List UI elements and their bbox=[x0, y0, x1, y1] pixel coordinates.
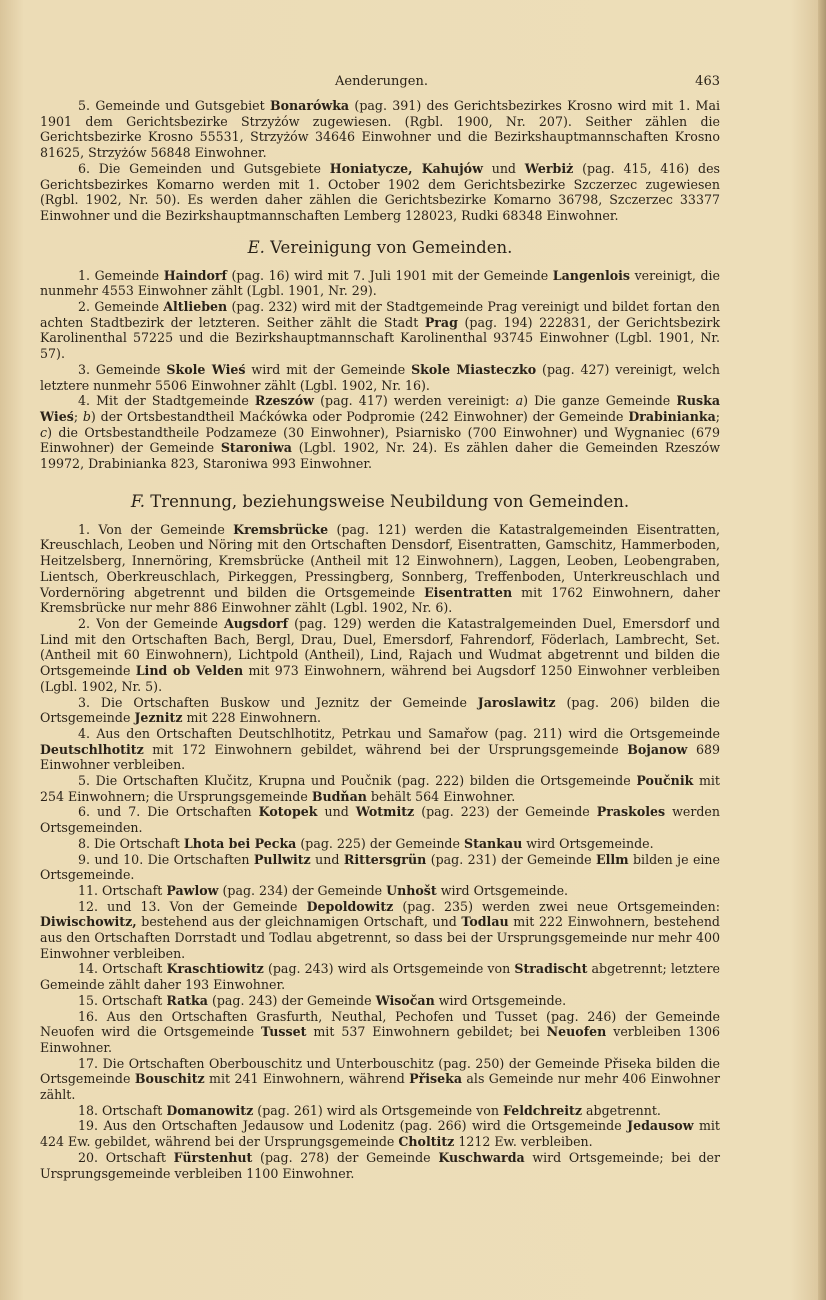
text-run: ; bbox=[715, 408, 721, 424]
paragraph bbox=[40, 522, 720, 616]
paragraph bbox=[40, 726, 720, 773]
place-name: Bouschitz bbox=[134, 1071, 205, 1087]
text-run: wird Ortsgemeinde. bbox=[434, 992, 567, 1008]
text-run: bestehend aus der gleichnamigen Ortschaft, und bbox=[136, 914, 462, 930]
place-name: Eisentratten bbox=[424, 584, 513, 600]
text-run: 18. Ortschaft bbox=[78, 1102, 167, 1118]
text-run: ) die Ortsbestandtheile Podzameze (30 Einwohner), Psiarnisko (700 Einwohner) und Wygnaniec (679 Einwohner) der Gemeinde bbox=[40, 424, 720, 456]
text-run: 1. Von der Gemeinde bbox=[78, 521, 234, 537]
heading-letter: E. bbox=[247, 237, 265, 257]
place-name: Drabinianka bbox=[628, 408, 716, 424]
text-run: als Gemeinde nur mehr 406 Einwohner zählt. bbox=[40, 1071, 721, 1103]
paragraph bbox=[40, 362, 720, 393]
section-heading-e bbox=[40, 238, 720, 258]
place-name: Pawlow bbox=[166, 882, 219, 898]
text-run: vereinigt, die nunmehr 4553 Einwohner zählt (Lgbl. 1901, Nr. 29). bbox=[40, 267, 720, 299]
text-run: und bbox=[310, 851, 344, 867]
text-run: ) der Ortsbestandtheil Maćkówka oder Podpromie (242 Einwohner) der Gemeinde bbox=[90, 408, 629, 424]
text-run: wird Ortsgemeinde. bbox=[522, 835, 654, 851]
text-run: (pag. 129) werden die Katastralgemeinden Duel, Emersdorf und Lind mit den Ortschaften Bach, Bergl, Drau, Duel, Emersdorf, Fahrendorf, Föderlach, Lambrecht, Set. (Antheil mit 60 Einwohnern), Lichtpold (Antheil), Lind, Rajach und Wudmat abgetrennt und bilden die Ortsgemeinde bbox=[40, 615, 720, 679]
place-name: Staroniwa bbox=[220, 440, 292, 456]
paragraph bbox=[40, 804, 720, 835]
place-name: Honiatycze, Kahujów bbox=[329, 160, 483, 176]
place-name: Rittersgrün bbox=[343, 851, 427, 867]
paragraph bbox=[40, 836, 720, 852]
paragraph bbox=[40, 773, 720, 804]
text-run: (pag. 278) der Gemeinde bbox=[252, 1149, 439, 1165]
section-f-items bbox=[40, 522, 720, 1182]
text-run: (pag. 391) des Gerichtsbezirkes Krosno wird mit 1. Mai 1901 dem Gerichtsbezirke Strzyżów zugewiesen. (Rgbl. 1900, Nr. 207). Seither zählen die Gerichtsbezirke Krosno 55531, Strzyżów 34646 Einwohner und die Bezirkshauptmannschaften Krosno 81625, Strzyżów 56848 Einwohner. bbox=[40, 98, 720, 161]
text-run: 15. Ortschaft bbox=[78, 992, 167, 1008]
paragraph bbox=[40, 852, 720, 883]
section-heading-f bbox=[40, 492, 720, 512]
text-run: mit 1762 Einwohnern, daher Kremsbrücke nur mehr 886 Einwohner zählt (Lgbl. 1902, Nr. 6). bbox=[40, 584, 720, 616]
paragraph bbox=[40, 98, 720, 161]
text-run: 3. Gemeinde bbox=[78, 361, 167, 377]
text-run: wird Ortsgemeinde. bbox=[436, 882, 569, 898]
text-run: (pag. 417) werden vereinigt: bbox=[314, 393, 516, 409]
text-run: mit 241 Einwohnern, während bbox=[204, 1071, 410, 1087]
text-run: (Lgbl. 1902, Nr. 24). Es zählen daher die Gemeinden Rzeszów 19972, Drabinianka 823, Staroniwa 993 Einwohner. bbox=[40, 440, 720, 472]
place-name: Diwischowitz, bbox=[40, 914, 137, 930]
place-name: Werbiż bbox=[524, 160, 574, 176]
heading-letter: F. bbox=[130, 491, 145, 511]
place-name: Stankau bbox=[463, 835, 523, 851]
paragraph bbox=[40, 961, 720, 992]
paragraph bbox=[40, 268, 720, 299]
place-name: Neuofen bbox=[546, 1024, 607, 1040]
place-name: Kraschtiowitz bbox=[166, 961, 264, 977]
text-run: mit 172 Einwohnern gebildet, während bei der Ursprungsgemeinde bbox=[143, 741, 628, 757]
text-run: ; bbox=[73, 408, 83, 424]
page-number: 463 bbox=[695, 74, 720, 89]
place-name: Skole Wieś bbox=[166, 361, 246, 377]
list-marker: c bbox=[40, 424, 48, 440]
heading-text: Trennung, beziehungsweise Neubildung von Gemeinden. bbox=[150, 491, 630, 511]
text-run: (pag. 225) der Gemeinde bbox=[296, 835, 464, 851]
place-name: Bojanow bbox=[627, 741, 688, 757]
text-run: 8. Die Ortschaft bbox=[78, 835, 184, 851]
place-name: Fürstenhut bbox=[173, 1149, 253, 1165]
place-name: Todlau bbox=[461, 914, 509, 930]
text-run: 6. und 7. Die Ortschaften bbox=[78, 804, 259, 820]
paragraph bbox=[40, 161, 720, 224]
text-run: (pag. 223) der Gemeinde bbox=[414, 804, 597, 820]
text-run: (pag. 231) der Gemeinde bbox=[426, 851, 597, 867]
text-run: abgetrennt; letztere Gemeinde zählt daher 193 Einwohner. bbox=[40, 961, 720, 993]
place-name: Ratka bbox=[166, 992, 208, 1008]
text-run: 1. Gemeinde bbox=[78, 267, 164, 283]
text-run: (pag. 427) vereinigt, welch letztere nunmehr 5506 Einwohner zählt (Lgbl. 1902, Nr. 16). bbox=[40, 361, 720, 393]
place-name: Budňan bbox=[311, 788, 367, 804]
text-run: 5. Gemeinde und Gutsgebiet bbox=[78, 98, 270, 113]
paragraph bbox=[40, 695, 720, 726]
place-name: Altlieben bbox=[163, 299, 228, 315]
place-name: Poučnik bbox=[636, 773, 694, 789]
place-name: Přiseka bbox=[409, 1071, 463, 1087]
text-run: mit 254 Einwohnern; die Ursprungsgemeinde bbox=[40, 773, 720, 804]
text-run: wird Ortsgemeinde; bei der Ursprungsgemeinde verbleiben 1100 Einwohner. bbox=[40, 1149, 720, 1181]
place-name: Wisočan bbox=[375, 992, 435, 1008]
place-name: Rzeszów bbox=[254, 393, 315, 409]
paragraph bbox=[40, 1118, 720, 1149]
place-name: Praskoles bbox=[596, 804, 666, 820]
text-run: 12. und 13. Von der Gemeinde bbox=[78, 898, 307, 914]
text-run: mit 973 Einwohnern, während bei Augsdorf 1250 Einwohner verbleiben (Lgbl. 1902, Nr. 5). bbox=[40, 663, 720, 694]
section-d-items bbox=[40, 98, 720, 224]
place-name: Kotopek bbox=[258, 804, 318, 820]
place-name: Ellm bbox=[596, 851, 629, 867]
text-run: 20. Ortschaft bbox=[78, 1149, 174, 1165]
text-run: wird mit der Gemeinde bbox=[245, 361, 412, 377]
text-run: 16. Aus den Ortschaften Grasfurth, Neuthal, Pechofen und Tusset (pag. 246) der Gemeinde Neuofen wird die Ortsgemeinde bbox=[40, 1008, 720, 1040]
place-name: Skole Miasteczko bbox=[411, 361, 537, 377]
place-name: Haindorf bbox=[163, 267, 227, 283]
text-run: (pag. 16) wird mit 7. Juli 1901 mit der Gemeinde bbox=[226, 267, 553, 283]
text-run: mit 424 Ew. gebildet, während bei der Ursprungsgemeinde bbox=[40, 1118, 720, 1150]
paragraph bbox=[40, 1150, 720, 1181]
text-run: (pag. 235) werden zwei neue Ortsgemeinden: bbox=[393, 898, 720, 914]
paragraph bbox=[40, 393, 720, 472]
place-name: Unhošt bbox=[386, 882, 437, 898]
paragraph bbox=[40, 1103, 720, 1119]
paragraph bbox=[40, 993, 720, 1009]
place-name: Pullwitz bbox=[253, 851, 311, 867]
text-run: (pag. 194) 222831, der Gerichtsbezirk Karolinenthal 57225 und die Bezirkshauptmannschaft Karolinenthal 93745 Einwohner (Lgbl. 1901, Nr. 57). bbox=[40, 314, 720, 362]
text-run: mit 228 Einwohnern. bbox=[182, 710, 322, 726]
paragraph bbox=[40, 299, 720, 362]
page-edge-shadow bbox=[818, 0, 826, 1300]
place-name: Wotmitz bbox=[355, 804, 415, 820]
place-name: Choltitz bbox=[398, 1134, 455, 1150]
text-run: 6. Die Gemeinden und Gutsgebiete bbox=[78, 160, 330, 176]
text-run: (pag. 234) der Gemeinde bbox=[218, 882, 387, 898]
place-name: Domanowitz bbox=[166, 1102, 254, 1118]
running-title: Aenderungen. bbox=[335, 74, 428, 89]
text-run: (pag. 121) werden die Katastralgemeinden Eisentratten, Kreuschlach, Leoben und Nöring mit den Ortschaften Densdorf, Eisentratten, Gamschitz, Hammerboden, Heitzelsberg, Innernöring, Kremsbrücke (Antheil mit 12 Einwohnern), Laggen, Leoben, Leobengraben, Lientsch, Oberkreuschlach, Pirkeggen, Pressingberg, Sonnberg, Treffenboden, Unterkreuschlach und Vordernöring abgetrennt und bilden die Ortsgemeinde bbox=[40, 521, 720, 600]
text-run: (pag. 243) wird als Ortsgemeinde von bbox=[263, 961, 515, 977]
text-run: (pag. 415, 416) des Gerichtsbezirkes Komarno werden mit 1. October 1902 dem Gerichtsbezirke Szczerzec zugewiesen (Rgbl. 1902, Nr. 50). Es werden daher zählen die Gerichtsbezirke Komarno 36798, Szczerzec 33377 Einwohner und die Bezirkshauptmannschaften Lemberg 128023, Rudki 68348 Einwohner. bbox=[40, 160, 720, 223]
place-name: Lhota bei Pecka bbox=[183, 835, 297, 851]
place-name: Jedausow bbox=[627, 1118, 694, 1134]
text-run: und bbox=[317, 804, 356, 820]
text-run: bilden je eine Ortsgemeinde. bbox=[40, 851, 720, 883]
place-name: Langenlois bbox=[552, 267, 631, 283]
place-name: Prag bbox=[424, 314, 458, 330]
text-run: (pag. 261) wird als Ortsgemeinde von bbox=[253, 1102, 503, 1118]
text-run: 2. Gemeinde bbox=[78, 299, 164, 315]
paragraph bbox=[40, 899, 720, 962]
paragraph bbox=[40, 616, 720, 695]
place-name: Feldchreitz bbox=[502, 1102, 583, 1118]
text-run: 3. Die Ortschaften Buskow und Jeznitz der Gemeinde bbox=[78, 694, 478, 710]
text-run: 2. Von der Gemeinde bbox=[78, 615, 224, 631]
place-name: Deutschlhotitz bbox=[40, 741, 144, 757]
text-run: 1212 Ew. verbleiben. bbox=[454, 1134, 593, 1150]
text-run: 5. Die Ortschaften Klučitz, Krupna und Poučnik (pag. 222) bilden die Ortsgemeinde bbox=[78, 773, 637, 789]
text-run: 4. Aus den Ortschaften Deutschlhotitz, Petrkau und Samařow (pag. 211) wird die Ortsgemeinde bbox=[78, 725, 720, 741]
text-run: behält 564 Einwohner. bbox=[366, 788, 516, 804]
place-name: Tusset bbox=[261, 1024, 307, 1040]
heading-text: Vereinigung von Gemeinden. bbox=[270, 237, 513, 257]
text-run: 9. und 10. Die Ortschaften bbox=[78, 851, 254, 867]
text-run: 11. Ortschaft bbox=[78, 882, 167, 898]
place-name: Lind ob Velden bbox=[135, 663, 244, 679]
list-marker: b bbox=[82, 408, 91, 424]
paragraph bbox=[40, 883, 720, 899]
text-run: (pag. 206) bilden die Ortsgemeinde bbox=[40, 694, 720, 726]
place-name: Ruska Wieś bbox=[40, 393, 720, 424]
place-name: Depoldowitz bbox=[306, 898, 394, 914]
text-run: 689 Einwohner verbleiben. bbox=[40, 741, 720, 773]
text-run: (pag. 232) wird mit der Stadtgemeinde Prag vereinigt und bildet fortan den achten Stadtbezirk der letzteren. Seither zählt die Stadt bbox=[40, 299, 720, 330]
section-e-items bbox=[40, 268, 720, 472]
text-run: ) Die ganze Gemeinde bbox=[523, 393, 677, 409]
paragraph bbox=[40, 1009, 720, 1056]
text-run: mit 222 Einwohnern, bestehend aus den Ortschaften Dorrstadt und Todlau abgetrennt, so dass bei der Ursprungsgemeinde nur mehr 400 Einwohner verbleiben. bbox=[40, 914, 720, 961]
place-name: Jaroslawitz bbox=[477, 694, 556, 710]
list-marker: a bbox=[515, 393, 524, 409]
page-body bbox=[40, 98, 720, 1181]
place-name: Bonarówka bbox=[269, 98, 350, 113]
place-name: Augsdorf bbox=[223, 615, 289, 631]
text-run: verbleiben 1306 Einwohner. bbox=[40, 1024, 720, 1055]
text-run: 17. Die Ortschaften Oberbouschitz und Unterbouschitz (pag. 250) der Gemeinde Přiseka bilden die Ortsgemeinde bbox=[40, 1055, 720, 1087]
place-name: Jeznitz bbox=[134, 710, 183, 726]
text-run: werden Ortsgemeinden. bbox=[40, 804, 720, 836]
text-run: (pag. 243) der Gemeinde bbox=[207, 992, 376, 1008]
text-run: 14. Ortschaft bbox=[78, 961, 167, 977]
place-name: Kremsbrücke bbox=[233, 521, 329, 537]
text-run: und bbox=[482, 160, 525, 176]
text-run: mit 537 Einwohnern gebildet; bei bbox=[306, 1024, 547, 1040]
page-header bbox=[40, 74, 720, 94]
text-run: 19. Aus den Ortschaften Jedausow und Lodenitz (pag. 266) wird die Ortsgemeinde bbox=[78, 1118, 628, 1134]
paragraph bbox=[40, 1056, 720, 1103]
text-run: abgetrennt. bbox=[582, 1102, 661, 1118]
text-run: 4. Mit der Stadtgemeinde bbox=[78, 393, 255, 409]
place-name: Stradischt bbox=[514, 961, 588, 977]
place-name: Kuschwarda bbox=[438, 1149, 525, 1165]
